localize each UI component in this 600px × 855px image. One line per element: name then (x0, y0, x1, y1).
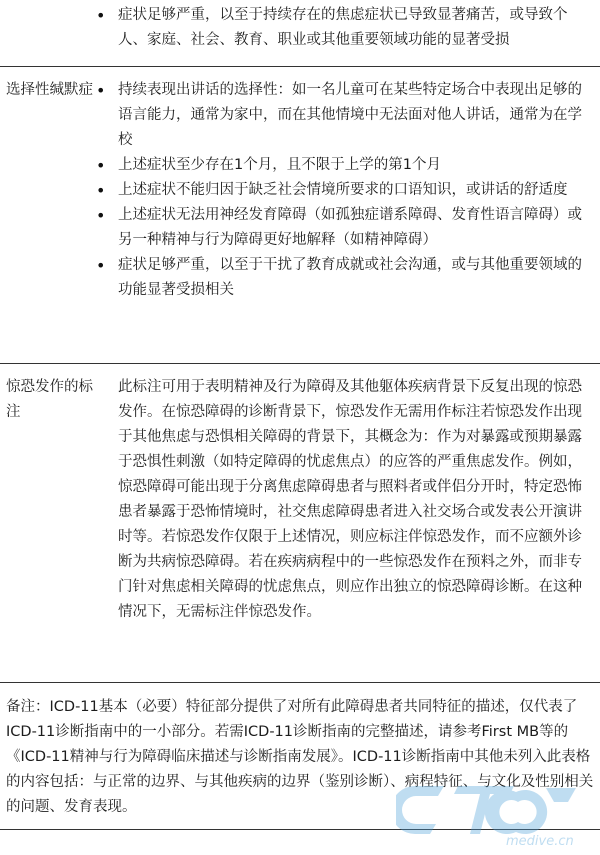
criteria-content (96, 375, 596, 625)
disorder-term: 选择性缄默症 (6, 82, 93, 98)
list-item: • 持续表现出讲话的选择性：如一名儿童可在某些特定场合中表现出足够的语言能力，通常为家中，而在其他情境中无法面对他人讲话，通常为在学校 (96, 78, 596, 153)
list-item: • 上述症状不能归因于缺乏社会情境所要求的口语知识，或讲话的舒适度 (96, 178, 596, 203)
divider (0, 66, 600, 67)
divider (0, 829, 600, 830)
divider (0, 363, 600, 364)
watermark-text: medive.cn (506, 834, 574, 848)
disorder-term: 惊恐发作的标注 (6, 379, 93, 420)
footnote: 备注：ICD-11基本（必要）特征部分提供了对所有此障碍患者共同特征的描述，仅代表了ICD-11诊断指南中的一小部分。若需ICD-11诊断指南的完整描述，请参考First MB等的《ICD-11精神与行为障碍临床描述与诊断指南发展》。ICD-11诊断指南中其他未列入此表格的内容包括：与正常的边界、与其他疾病的边界（鉴别诊断）、病程特征、与文化及性别相关的问题、发育表现。 (6, 699, 594, 815)
bullet-list (96, 3, 596, 53)
list-item: • 上述症状至少存在1个月，且不限于上学的第1个月 (96, 153, 596, 178)
list-item: • 上述症状无法用神经发育障碍（如孤独症谱系障碍、发育性语言障碍）或另一种精神与行为障碍更好地解释（如精神障碍） (96, 203, 596, 253)
criteria-content (96, 3, 596, 53)
divider (0, 682, 600, 683)
criteria-content (96, 78, 596, 303)
specifier-description: 此标注可用于表明精神及行为障碍及其他躯体疾病背景下反复出现的惊恐发作。在惊恐障碍的诊断背景下，惊恐发作无需用作标注若惊恐发作出现于其他焦虑与恐惧相关障碍的背景下，其概念为：作为对暴露或预期暴露于恐惧性刺激（如特定障碍的忧虑焦点）的应答的严重焦虑发作。例如，惊恐障碍可能出现于分离焦虑障碍患者与照料者或伴侣分开时，特定恐怖患者暴露于恐怖情境时，社交焦虑障碍患者进入社交场合或发表公开演讲时等。若惊恐发作仅限于上述情况，则应标注伴惊恐发作，而不应额外诊断为共病惊恐障碍。若在疾病病程中的一些惊恐发作在预料之外，而非专门针对焦虑相关障碍的忧虑焦点，则应作出独立的惊恐障碍诊断。在这种情况下，无需标注伴惊恐发作。 (118, 379, 582, 620)
bullet-list (96, 78, 596, 303)
list-item: • 症状足够严重，以至于持续存在的焦虑症状已导致显著痛苦，或导致个人、家庭、社会、教育、职业或其他重要领域功能的显著受损 (96, 3, 596, 53)
list-item: • 症状足够严重，以至于干扰了教育成就或社会沟通，或与其他重要领域的功能显著受损相关 (96, 253, 596, 303)
